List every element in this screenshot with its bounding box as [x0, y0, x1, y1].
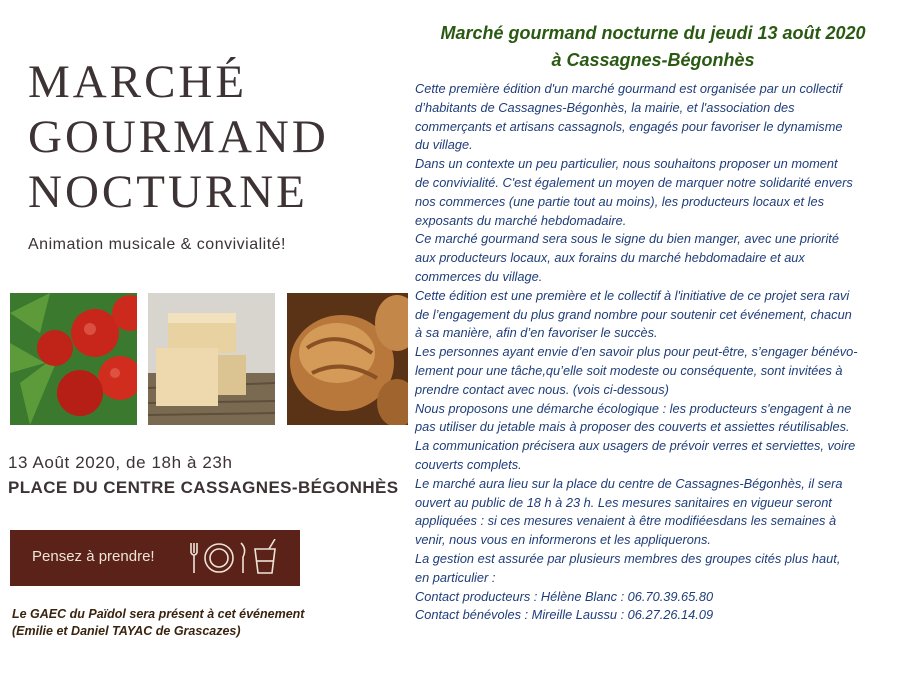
body-line: de convivialité. C'est également un moyen de marquer notre solidarité envers: [415, 174, 853, 190]
body-line: commerçants et artisans cassagnols, engagés pour favoriser le dynamisme: [415, 118, 843, 134]
body-line: Cette édition est une première et le collectif à l'initiative de ce projet sera ravi: [415, 287, 850, 303]
headline-line: à Cassagnes-Bégonhès: [551, 50, 755, 70]
body-line: exposants du marché hebdomadaire.: [415, 212, 627, 228]
body-line: prendre contact avec nous. (vois ci-dessous): [415, 381, 669, 397]
body-line: d’habitants de Cassagnes-Bégonhès, la mairie, et l'association des: [415, 99, 795, 115]
reminder-label: Pensez à prendre!: [32, 548, 155, 565]
body-line: commerces du village.: [415, 268, 543, 284]
gaec-note: [12, 606, 402, 640]
body-line: Le marché aura lieu sur la place du centre de Cassagnes-Bégonhès, il sera: [415, 475, 843, 491]
body-line: appliquées : si ces mesures venaient à être modifiéesdans les semaines à: [415, 513, 837, 529]
gaec-line: (Emilie et Daniel TAYAC de Grascazes): [12, 624, 241, 638]
body-line: pas utiliser du jetable mais à proposer des couverts et assiettes réutilisables.: [415, 419, 850, 435]
article-body: [415, 80, 900, 625]
body-line: Contact bénévoles : Mireille Laussu : 06.27.26.14.09: [415, 607, 714, 623]
body-line: en particulier :: [415, 569, 496, 585]
plate-cutlery-icon: [191, 543, 245, 573]
body-line: lement pour une tâche,qu’elle soit modeste ou conséquente, sont invitées à: [415, 362, 843, 378]
event-date-time: 13 Août 2020, de 18h à 23h: [8, 453, 233, 472]
body-line: à sa manière, afin d’en favoriser le succès.: [415, 325, 658, 341]
body-line: Contact producteurs : Hélène Blanc : 06.70.39.65.80: [415, 588, 714, 604]
body-line: La gestion est assurée par plusieurs membres des groupes cités plus haut,: [415, 550, 841, 566]
reminder-icons: [185, 539, 281, 577]
body-line: Les personnes ayant envie d’en savoir plus pour peut-être, s’engager bénévo-: [415, 344, 858, 360]
tomatoes-photo: [10, 293, 137, 425]
body-line: couverts complets.: [415, 456, 522, 472]
poster-title-line: NOCTURNE: [28, 166, 308, 218]
body-line: du village.: [415, 137, 473, 153]
body-line: nos commerces (une partie tout au moins), les producteurs locaux et les: [415, 193, 824, 209]
body-line: aux producteurs locaux, aux forains du marché hebdomadaire et aux: [415, 250, 805, 266]
body-line: de l’engagement du plus grand nombre pour soutenir cet événement, chacun: [415, 306, 852, 322]
body-line: Nous proposons une démarche écologique : les producteurs s'engagent à ne: [415, 400, 852, 416]
body-line: Ce marché gourmand sera sous le signe du bien manger, avec une priorité: [415, 231, 839, 247]
soap-photo: [148, 293, 275, 425]
article-headline: [414, 20, 892, 74]
body-line: Dans un contexte un peu particulier, nous souhaitons proposer un moment: [415, 156, 838, 172]
body-line: ouvert au public de 18 h à 23 h. Les mesures sanitaires en vigueur seront: [415, 494, 832, 510]
body-line: Cette première édition d'un marché gourmand est organisée par un collectif: [415, 81, 843, 96]
photo-strip: [10, 293, 408, 425]
poster-subtitle: Animation musicale & convivialité!: [28, 236, 286, 253]
poster-title-line: GOURMAND: [28, 111, 329, 163]
cup-icon: [255, 539, 275, 573]
gaec-line: Le GAEC du Païdol sera présent à cet événement: [12, 607, 305, 621]
bread-photo: [287, 293, 408, 425]
body-line: La communication précisera aux usagers de prévoir verres et serviettes, voire: [415, 438, 856, 454]
body-line: venir, nous vous en informerons et les appliquerons.: [415, 532, 711, 548]
event-place: PLACE DU CENTRE CASSAGNES-BÉGONHÈS: [8, 478, 399, 497]
reminder-banner: [10, 530, 300, 586]
poster-title: [28, 55, 398, 220]
poster-title-line: MARCHÉ: [28, 56, 248, 108]
headline-line: Marché gourmand nocturne du jeudi 13 août 2020: [440, 23, 866, 43]
